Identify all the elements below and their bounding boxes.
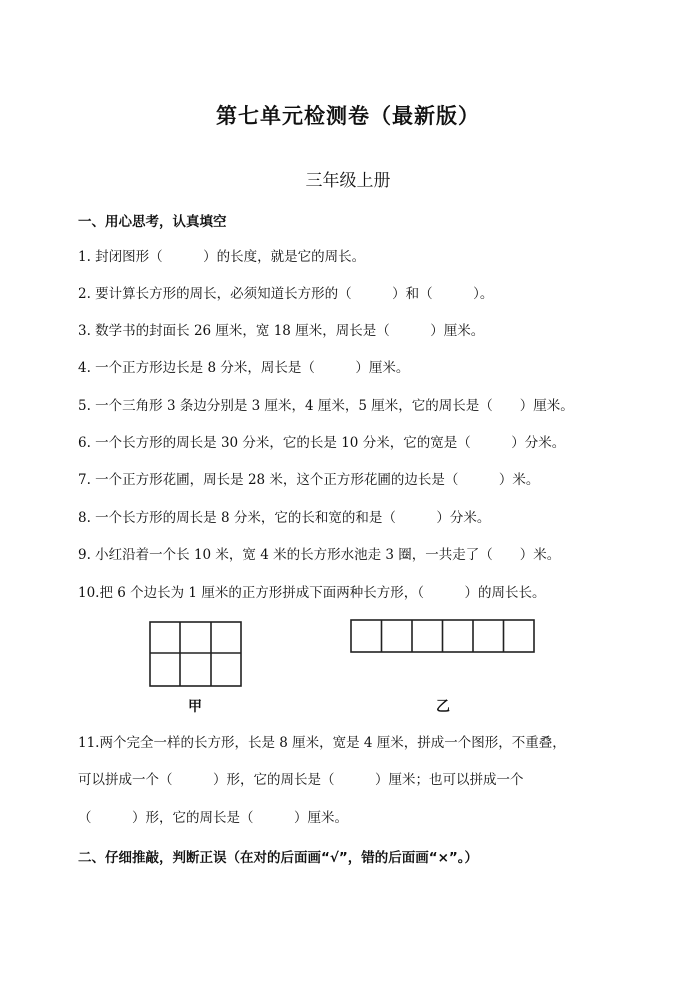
- figure-yi-strip: [349, 618, 536, 656]
- question-11-line-1: 11.两个完全一样的长方形，长是 8 厘米，宽是 4 厘米，拼成一个图形，不重叠，: [78, 735, 566, 751]
- question-10: 10.把 6 个边长为 1 厘米的正方形拼成下面两种长方形，（ ）的周长长。: [78, 585, 546, 601]
- question-2: 2. 要计算长方形的周长，必须知道长方形的（ ）和（ ）。: [78, 286, 494, 302]
- question-9: 9. 小红沿着一个长 10 米，宽 4 米的长方形水池走 3 圈，一共走了（ ）米。: [78, 547, 561, 563]
- question-11-line-3: （ ）形，它的周长是（ ）厘米。: [78, 810, 348, 826]
- question-4: 4. 一个正方形边长是 8 分米，周长是（ ）厘米。: [78, 360, 410, 376]
- figure-jia-outline: [150, 622, 241, 686]
- figure-jia-grid: [148, 620, 244, 690]
- page-subtitle: 三年级上册: [305, 171, 391, 191]
- section-heading-true-false: 二、仔细推敲，判断正误（在对的后面画“√”，错的后面画“×”。）: [78, 850, 479, 866]
- page-title: 第七单元检测卷（最新版）: [216, 104, 480, 128]
- figure-jia-label: 甲: [188, 699, 202, 715]
- question-5: 5. 一个三角形 3 条边分别是 3 厘米，4 厘米，5 厘米，它的周长是（ ）厘米。: [78, 398, 574, 414]
- question-3: 3. 数学书的封面长 26 厘米，宽 18 厘米，周长是（ ）厘米。: [78, 323, 485, 339]
- question-11-line-2: 可以拼成一个（ ）形，它的周长是（ ）厘米；也可以拼成一个: [78, 772, 524, 788]
- question-8: 8. 一个长方形的周长是 8 分米，它的长和宽的和是（ ）分米。: [78, 510, 491, 526]
- figure-yi-label: 乙: [436, 699, 450, 715]
- question-6: 6. 一个长方形的周长是 30 分米，它的长是 10 分米，它的宽是（ ）分米。: [78, 435, 566, 451]
- section-heading-fill-blanks: 一、用心思考，认真填空: [78, 214, 227, 230]
- question-7: 7. 一个正方形花圃，周长是 28 米，这个正方形花圃的边长是（ ）米。: [78, 472, 540, 488]
- question-1: 1. 封闭图形（ ）的长度，就是它的周长。: [78, 249, 366, 265]
